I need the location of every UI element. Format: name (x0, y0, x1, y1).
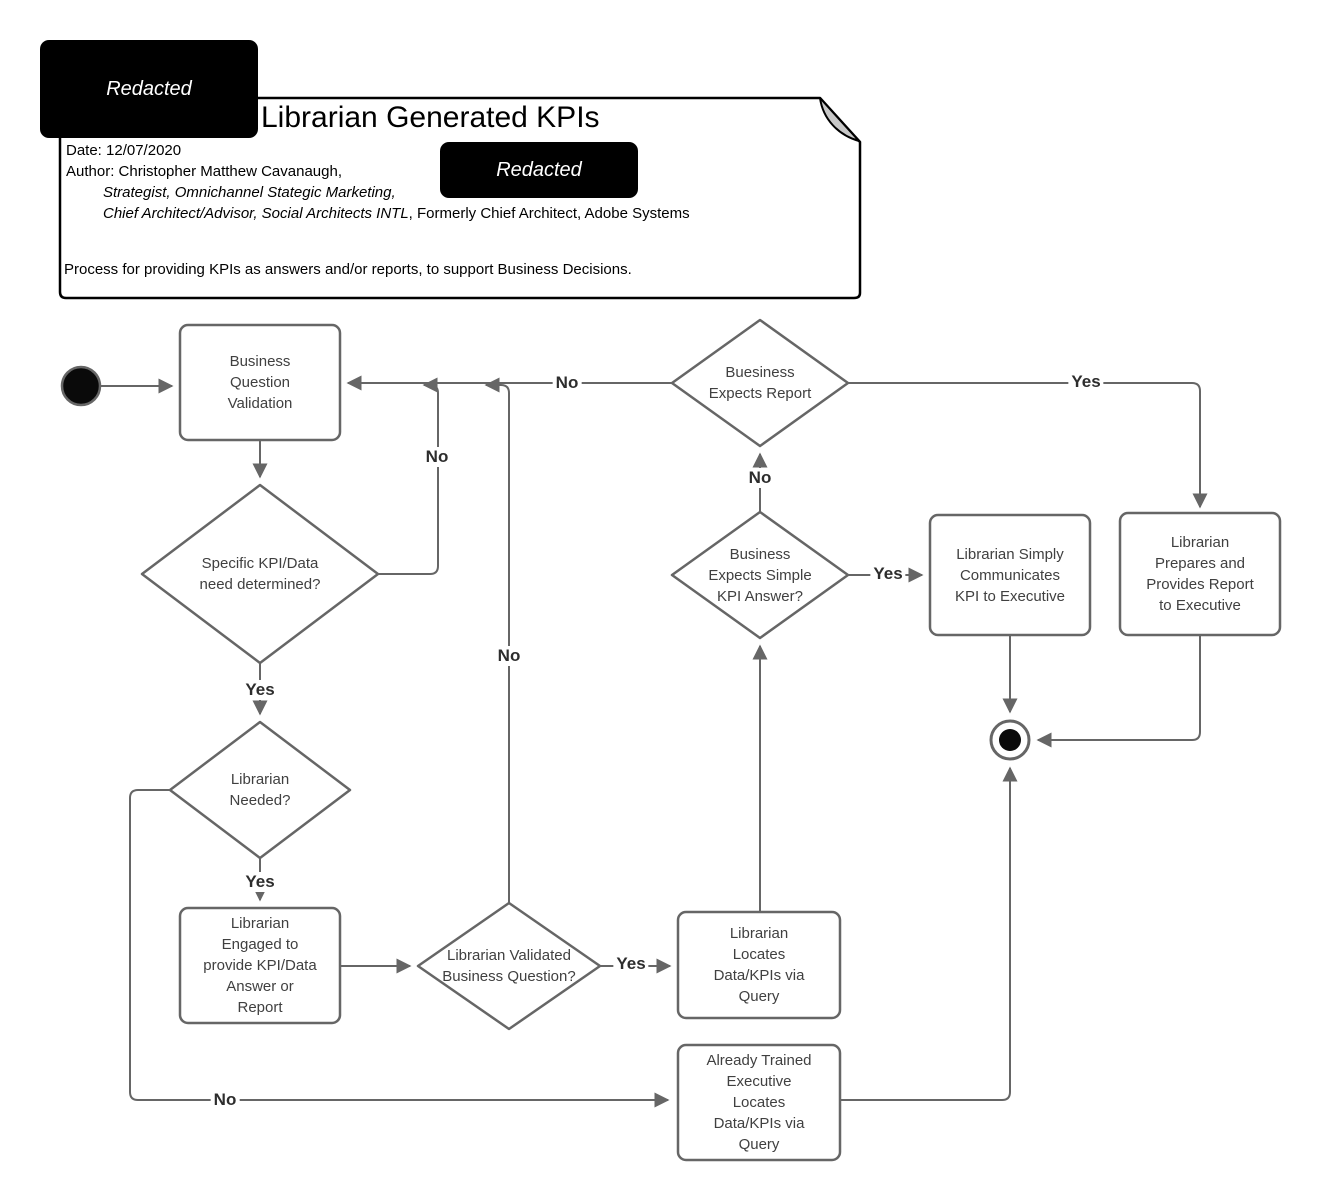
node-label-line: Provides Report (1146, 576, 1254, 593)
edge-validated-no (486, 385, 509, 903)
note-author-role-2 (103, 205, 690, 222)
note-author-role-2-italic: Chief Architect/Advisor, Social Architects INTL (103, 205, 409, 222)
diagram-title: Librarian Generated KPIs (261, 101, 600, 134)
edge-label-expects-simple-no: No (746, 468, 775, 488)
node-label-line: Business (729, 545, 791, 563)
node-label-line: provide KPI/Data (203, 957, 317, 974)
node-label-line: Specific KPI/Data (201, 555, 319, 572)
edge-label-kpi-need-yes: Yes (242, 680, 277, 700)
node-label-librarian-engaged (180, 908, 340, 1023)
node-label-specific-kpi-need (142, 485, 378, 663)
node-label-line: Librarian (230, 771, 290, 788)
note-date: Date: 12/07/2020 (66, 142, 182, 159)
node-label-line: Business (229, 353, 291, 370)
end-state-inner-circle (999, 729, 1021, 751)
node-label-line: Librarian Simply (956, 545, 1064, 563)
node-label-line: Business Question? (442, 968, 576, 985)
node-label-line: Librarian (1170, 534, 1230, 551)
edge-label-kpi-need-no: No (423, 447, 452, 467)
node-label-line: need determined? (199, 576, 321, 593)
node-label-line: Validation (227, 395, 293, 412)
note-description: Process for providing KPIs as answers and/or reports, to support Business Decisions. (64, 261, 632, 278)
edge-already-trained-to-end (840, 768, 1010, 1100)
redacted-label: Redacted (106, 77, 192, 100)
node-label-validated-question (409, 903, 609, 1029)
node-label-line: Expects Simple (708, 566, 812, 584)
node-label-locates (678, 912, 840, 1018)
edge-prepares-to-end (1038, 635, 1200, 740)
node-label-simply-communicates (930, 515, 1090, 635)
node-label-line: Engaged to (221, 936, 299, 953)
node-label-expects-report (665, 320, 855, 446)
start-state-circle (62, 367, 100, 405)
node-label-line: Query (738, 1136, 780, 1153)
node-label-expects-simple (665, 512, 855, 638)
edge-label-expects-report-yes: Yes (1068, 372, 1103, 392)
node-label-line: Report (237, 999, 283, 1016)
node-label-line: Needed? (229, 792, 291, 809)
edge-label-librarian-needed-no: No (211, 1090, 240, 1110)
edge-label-librarian-needed-yes: Yes (242, 872, 277, 892)
node-label-business-question-validation (180, 325, 340, 440)
edge-expects-report-yes (848, 383, 1200, 507)
edge-label-expects-simple-yes: Yes (870, 564, 905, 584)
node-label-line: to Executive (1159, 597, 1241, 614)
node-label-line: Expects Report (708, 385, 812, 402)
edge-kpi-need-no (378, 385, 438, 574)
node-label-librarian-needed (170, 722, 350, 858)
node-label-line: Query (738, 988, 780, 1005)
node-label-line: KPI Answer? (717, 587, 803, 605)
node-label-line: Data/KPIs via (713, 967, 805, 984)
node-label-line: Data/KPIs via (713, 1115, 805, 1132)
edge-label-expects-report-no: No (553, 373, 582, 393)
node-label-line: Answer or (226, 978, 294, 995)
node-label-line: Prepares and (1154, 555, 1246, 572)
edge-label-validated-yes: Yes (613, 954, 648, 974)
node-label-line: Executive (726, 1073, 792, 1090)
note-author: Author: Christopher Matthew Cavanaugh, (66, 163, 342, 180)
note-author-role-1: Strategist, Omnichannel Stategic Marketing, (103, 184, 396, 201)
node-label-line: Librarian (230, 915, 290, 932)
node-label-line: Locates (732, 1094, 786, 1111)
redacted-block-top (40, 40, 258, 138)
node-label-line: Buesiness (725, 364, 795, 381)
node-label-line: KPI to Executive (954, 587, 1066, 605)
node-label-line: Locates (732, 946, 786, 963)
node-label-line: Already Trained (706, 1052, 812, 1069)
edge-label-validated-no: No (495, 646, 524, 666)
redacted-label: Redacted (496, 158, 582, 181)
node-label-line: Question (229, 374, 291, 391)
node-label-already-trained (678, 1045, 840, 1160)
redacted-block-inline (440, 142, 638, 198)
node-label-prepares-report (1120, 513, 1280, 635)
node-label-line: Communicates (959, 566, 1061, 584)
note-author-role-2-rest: , Formerly Chief Architect, Adobe Systems (408, 205, 690, 222)
node-label-line: Librarian Validated (447, 947, 571, 964)
node-label-line: Librarian (729, 925, 789, 942)
